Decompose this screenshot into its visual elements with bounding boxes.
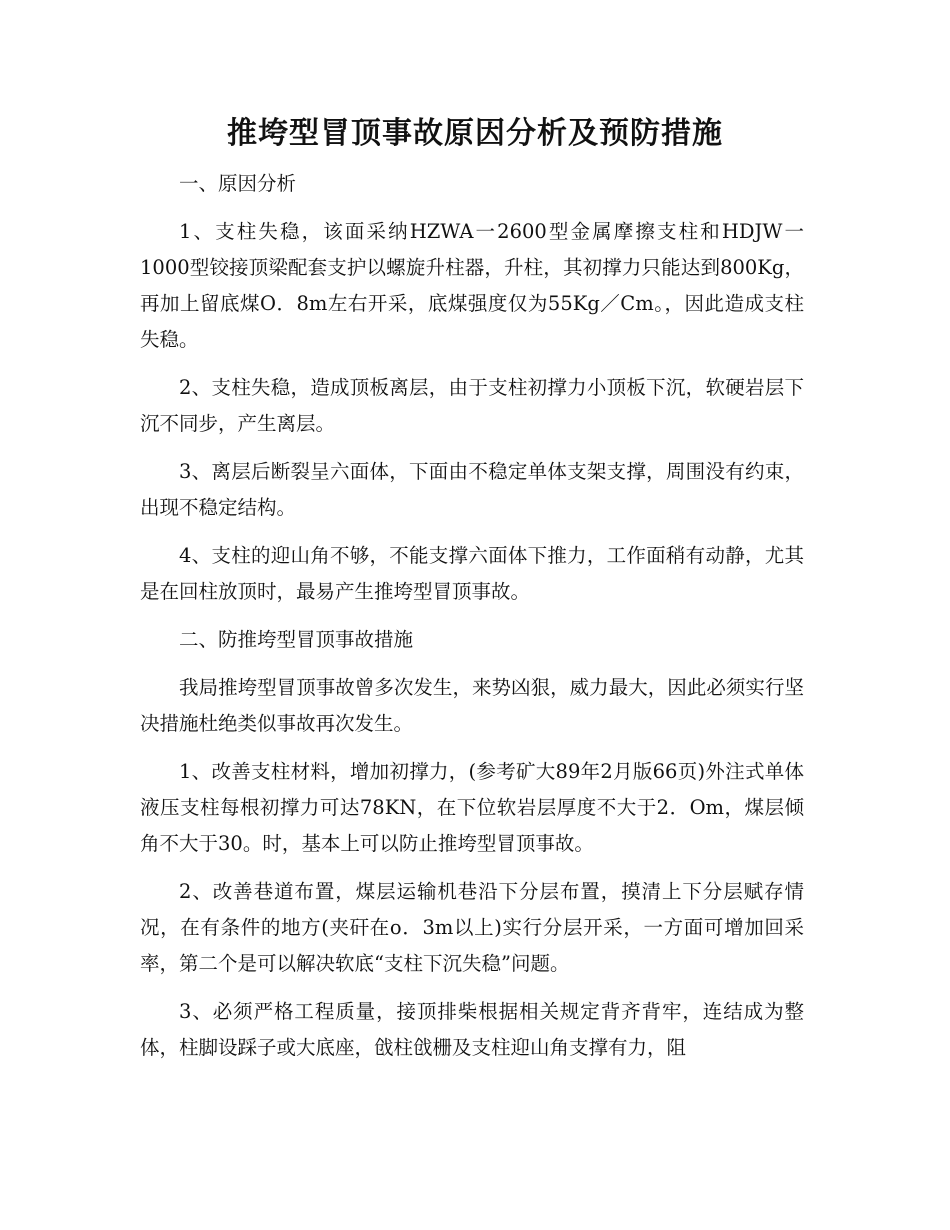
- paragraph: 2、支柱失稳，造成顶板离层，由于支柱初撑力小顶板下沉，软硬岩层下沉不同步，产生离层。: [140, 376, 804, 435]
- paragraph: 3、必须严格工程质量，接顶排柴根据相关规定背齐背牢，连结成为整体，柱脚设踩子或大底座，戗柱戗栅及支柱迎山角支撑有力，阻: [140, 1000, 804, 1059]
- paragraph: 我局推垮型冒顶事故曾多次发生，来势凶狠，威力最大，因此必须实行坚决措施杜绝类似事故再次发生。: [140, 676, 804, 735]
- paragraph: 3、离层后断裂呈六面体，下面由不稳定单体支架支撑，周围没有约束，出现不稳定结构。: [140, 460, 804, 519]
- paragraph: 1、改善支柱材料，增加初撑力，(参考矿大89年2月版66页)外注式单体液压支柱每根初撑力可达78KN，在下位软岩层厚度不大于2．Om，煤层倾角不大于30。时，基本上可以防止推垮型冒顶事故。: [140, 760, 804, 855]
- paragraph: 1、支柱失稳，该面采纳HZWA一2600型金属摩擦支柱和HDJW一1000型铰接顶梁配套支护以螺旋升柱器，升柱，其初撑力只能达到800Kg，再加上留底煤O．8m左右开采，底煤强度仅为55Kg／Cm。，因此造成支柱失稳。: [140, 220, 804, 351]
- section-heading-cause-analysis: 一、原因分析: [179, 172, 297, 195]
- document-body: [140, 166, 804, 1078]
- paragraph: 4、支柱的迎山角不够，不能支撑六面体下推力，工作面稍有动静，尤其是在回柱放顶时，最易产生推垮型冒顶事故。: [140, 544, 804, 603]
- paragraph: 2、改善巷道布置，煤层运输机巷沿下分层布置，摸清上下分层赋存情况，在有条件的地方(夹矸在o．3m以上)实行分层开采，一方面可增加回采率，第二个是可以解决软底“支柱下沉失稳”问题。: [140, 880, 804, 975]
- section-heading-prevention-measures: 二、防推垮型冒顶事故措施: [179, 628, 414, 651]
- document-title: 推垮型冒顶事故原因分析及预防措施: [227, 116, 723, 151]
